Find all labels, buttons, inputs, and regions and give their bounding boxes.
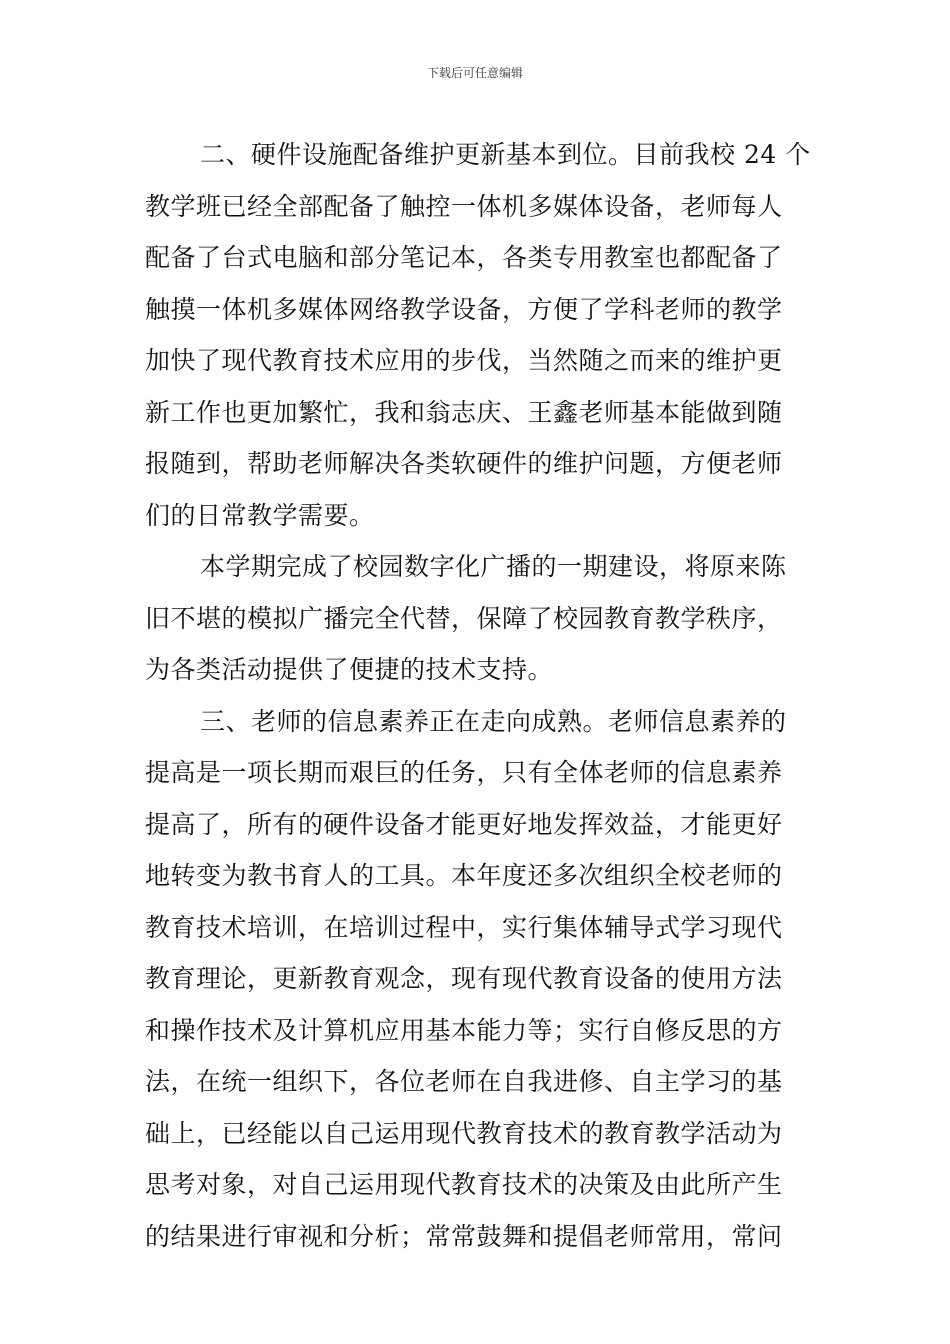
text-line: 三、老师的信息素养正在走向成熟。老师信息素养的 — [200, 706, 787, 736]
text-line: 配备了台式电脑和部分笔记本，各类专用教室也都配备了 — [145, 243, 783, 272]
text-line: 触摸一体机多媒体网络教学设备，方便了学科老师的教学 — [145, 294, 783, 324]
document-body — [145, 129, 810, 1262]
text-line: 报随到，帮助老师解决各类软硬件的维护问题，方便老师 — [145, 449, 783, 478]
text-line: 旧不堪的模拟广播完全代替，保障了校园教育教学秩序， — [145, 603, 783, 633]
text-line: 的结果进行审视和分析；常常鼓舞和提倡老师常用，常问 — [145, 1221, 783, 1251]
text-line: 本学期完成了校园数字化广播的一期建设，将原来陈 — [200, 552, 787, 581]
text-line: 加快了现代教育技术应用的步伐，当然随之而来的维护更 — [145, 346, 783, 375]
paragraph-hardware — [145, 129, 810, 541]
text-line: 提高是一项长期而艰巨的任务，只有全体老师的信息素养 — [145, 758, 783, 787]
text-line: 教学班已经全部配备了触控一体机多媒体设备，老师每人 — [145, 191, 783, 221]
text-line: 提高了，所有的硬件设备才能更好地发挥效益，才能更好 — [145, 809, 783, 839]
paragraph-teacher-literacy — [145, 696, 810, 1263]
paragraph-broadcast — [145, 541, 810, 696]
text-line: 二、硬件设施配备维护更新基本到位。目前我校 24 个 — [200, 140, 811, 169]
text-line: 教育理论，更新教育观念，现有现代教育设备的使用方法 — [145, 964, 783, 993]
text-line: 教育技术培训，在培训过程中，实行集体辅导式学习现代 — [145, 912, 783, 942]
text-line: 础上，已经能以自己运用现代教育技术的教育教学活动为 — [145, 1118, 783, 1148]
text-line: 思考对象，对自己运用现代教育技术的决策及由此所产生 — [145, 1170, 783, 1199]
text-line: 为各类活动提供了便捷的技术支持。 — [145, 655, 554, 684]
text-line: 们的日常教学需要。 — [145, 500, 375, 530]
text-line: 新工作也更加繁忙，我和翁志庆、王鑫老师基本能做到随 — [145, 397, 783, 427]
text-line: 和操作技术及计算机应用基本能力等；实行自修反思的方 — [145, 1015, 783, 1045]
text-line: 法，在统一组织下，各位老师在自我进修、自主学习的基 — [145, 1067, 783, 1096]
text-line: 地转变为教书育人的工具。本年度还多次组织全校老师的 — [145, 861, 783, 890]
page-header: 下载后可任意编辑 — [426, 66, 523, 80]
